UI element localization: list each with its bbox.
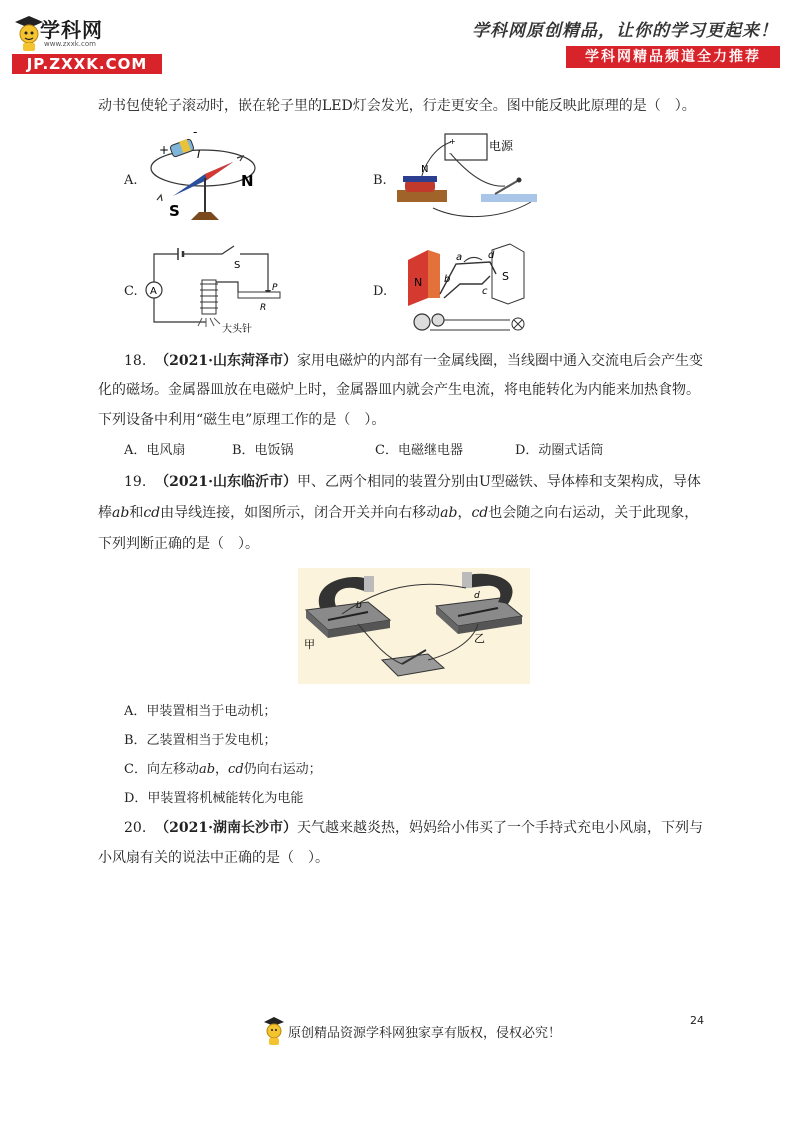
q19-text-2e: 也会随之向右运动，关于此现象， <box>488 505 699 521</box>
q17-intro: 动书包使轮子滚动时，嵌在轮子里的LED灯会发光，行走更安全。图中能反映此原理的是（ ）。 <box>98 98 696 114</box>
q18-option-a: A．电风扇 <box>124 443 186 458</box>
fig-d-d: d <box>488 250 495 261</box>
footer-copyright: 原创精品资源学科网独家享有版权，侵权必究！ <box>288 1026 562 1041</box>
q19-line3: 下列判断正确的是（ ）。 <box>98 536 259 552</box>
q18-option-d: D．动圈式话筒 <box>515 443 604 458</box>
fig19-b: b <box>356 601 362 611</box>
q20-number: 20. <box>124 820 147 836</box>
q17-figure-d <box>400 240 535 340</box>
q17-option-a-label: A. <box>124 173 138 188</box>
fig-b-power: 电源 <box>489 139 514 153</box>
q19-line2 <box>98 503 698 523</box>
q19-line1 <box>124 472 701 492</box>
fig-d-s: S <box>502 270 509 283</box>
q17-figure-b <box>393 128 548 223</box>
q18-line3: 下列设备中利用“磁生电”原理工作的是（ ）。 <box>98 412 386 428</box>
q19-text-2a: 棒 <box>98 505 112 521</box>
fig-c-s: S <box>234 260 241 271</box>
q19-var-ab: ab <box>112 505 130 521</box>
q19-option-c <box>124 760 322 780</box>
fig19-d: d <box>474 591 480 601</box>
q17-option-c-label: C. <box>124 284 138 299</box>
q18-text-1: 家用电磁炉的内部有一金属线圈，当线圈中通入交流电后会产生变 <box>297 353 704 369</box>
q19-var-cd: cd <box>143 505 161 521</box>
fig-d-c: c <box>482 286 488 297</box>
fig-a-current: I <box>197 148 201 161</box>
q18-number: 18. <box>124 353 147 369</box>
svg-text:-: - <box>449 149 452 158</box>
q17-figure-c <box>136 242 286 342</box>
q18-line1 <box>124 351 703 371</box>
fig-b-n: N <box>421 164 429 175</box>
q18-line2: 化的磁场。金属器皿放在电磁炉上时，金属器皿内就会产生电流，将电能转化为内能来加热食物。 <box>98 382 700 398</box>
q17-figure-a <box>145 124 265 224</box>
fig-c-p: P <box>272 283 278 293</box>
q19-number: 19. <box>124 474 147 490</box>
q19-var-ab-2: ab <box>440 505 458 521</box>
q19-option-c-cd: cd <box>228 762 244 777</box>
fig-c-ammeter: A <box>150 286 157 297</box>
q19-source: （2021·山东临沂市） <box>155 474 298 490</box>
svg-text:+: + <box>449 137 456 146</box>
q18-option-b: B．电饭锅 <box>232 443 294 458</box>
q20-text-1: 天气越来越炎热，妈妈给小伟买了一个手持式充电小风扇，下列与 <box>297 820 704 836</box>
brand-name: 学科网 <box>40 18 103 42</box>
q20-source: （2021·湖南长沙市） <box>155 820 298 836</box>
footer-mascot-icon <box>262 1016 286 1046</box>
fig-a-minus: - <box>193 125 198 139</box>
q19-option-a: A．甲装置相当于电动机； <box>124 704 277 719</box>
q19-option-c-pre: C．向左移动 <box>124 762 199 777</box>
page-number: 24 <box>690 1014 704 1027</box>
q17-option-b-label: B. <box>373 173 387 188</box>
channel-banner: 学科网精品频道全力推荐 <box>566 46 780 68</box>
q20-line1 <box>124 818 703 838</box>
q19-option-c-ab: ab <box>198 762 216 777</box>
q20-line2: 小风扇有关的说法中正确的是（ ）。 <box>98 850 329 866</box>
brand-url[interactable]: JP.ZXXK.COM <box>12 54 162 74</box>
fig-d-a: a <box>456 252 463 263</box>
q18-option-c: C．电磁继电器 <box>375 443 463 458</box>
header-slogan: 学科网原创精品，让你的学习更起来！ <box>472 21 778 41</box>
q19-option-c-mid: ， <box>215 762 229 777</box>
q18-source: （2021·山东菏泽市） <box>155 353 298 369</box>
q17-option-d-label: D. <box>373 284 388 299</box>
fig-a-plus: + <box>159 143 170 157</box>
fig-d-b: b <box>444 274 451 285</box>
q19-var-cd-2: cd <box>471 505 489 521</box>
q19-text-1: 甲、乙两个相同的装置分别由U型磁铁、导体棒和支架构成，导体 <box>297 474 701 490</box>
fig19-jia: 甲 <box>304 638 315 651</box>
q19-option-b: B．乙装置相当于发电机； <box>124 733 277 748</box>
q19-text-2b: 和 <box>129 505 144 521</box>
fig-d-n: N <box>414 276 423 289</box>
q19-text-2d: ， <box>457 505 472 521</box>
q19-text-2c: 由导线连接，如图所示，闭合开关并向右移动 <box>160 505 441 521</box>
fig-c-pin: 大头针 <box>222 324 252 335</box>
fig-a-n: N <box>241 172 254 190</box>
q19-option-d: D．甲装置将机械能转化为电能 <box>124 791 304 806</box>
brand-subtitle: www.zxxk.com <box>44 40 96 48</box>
fig-a-s: S <box>169 202 180 220</box>
fig19-yi: 乙 <box>474 632 485 645</box>
q19-option-c-post: 仍向右运动； <box>243 762 322 777</box>
q19-figure <box>298 568 530 684</box>
fig-c-r: R <box>260 303 267 313</box>
